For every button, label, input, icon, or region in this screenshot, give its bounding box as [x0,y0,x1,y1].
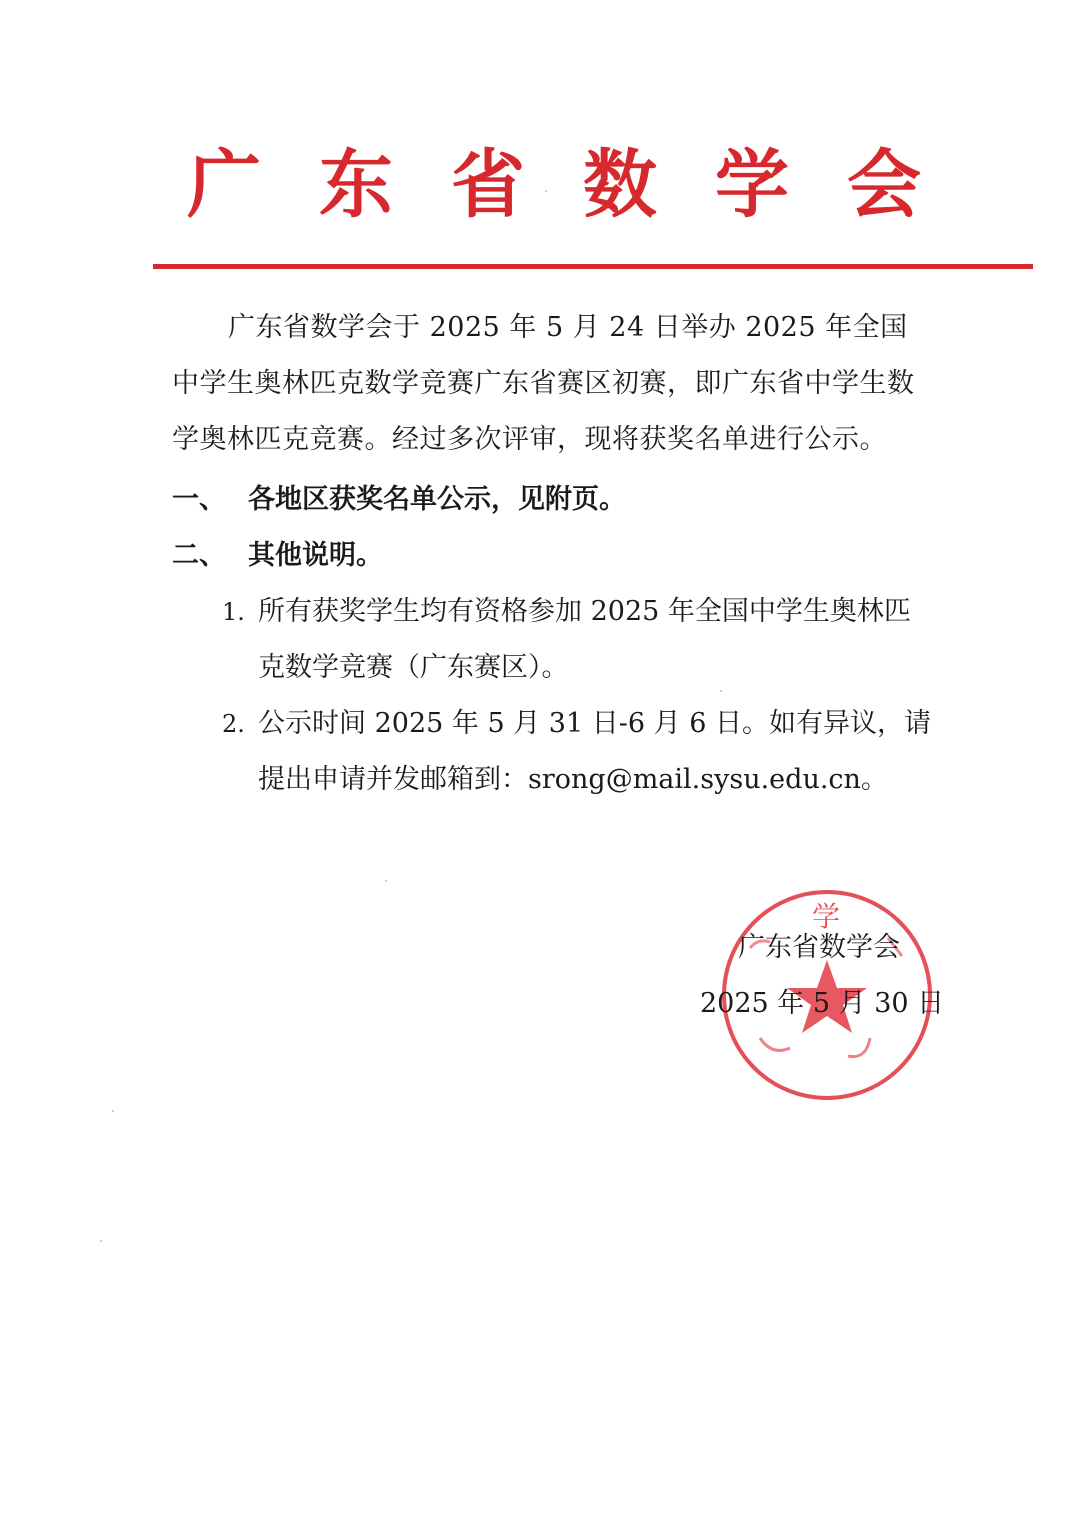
list-item-text: 公示时间 2025 年 5 月 31 日-6 月 6 日。如有异议，请提出申请并发邮箱到：srong@mail.sysu.edu.cn。 [258,708,931,795]
intro-paragraph: 广东省数学会于 2025 年 5 月 24 日举办 2025 年全国中学生奥林匹克数学竞赛广东省赛区初赛，即广东省中学生数学奥林匹克竞赛。经过多次评审，现将获奖名单进行公示。 [172,312,915,455]
letterhead-char: 省 [451,142,525,228]
scan-speck [720,690,722,692]
scan-speck [545,190,547,192]
section-heading-1 [172,472,626,528]
scan-speck [112,1110,114,1112]
signature-date: 2025 年 5 月 30 日 [700,988,945,1019]
list-item [222,584,932,696]
scan-speck [100,1240,102,1242]
letterhead-char: 东 [319,142,393,228]
list-item-text: 所有获奖学生均有资格参加 2025 年全国中学生奥林匹克数学竞赛（广东赛区）。 [258,596,911,683]
list-index: 1. [222,598,245,626]
letterhead [155,140,1033,230]
section-number: 二、 [172,540,226,571]
section-number: 一、 [172,484,226,515]
letterhead-divider [153,264,1033,269]
list-item [222,696,932,808]
letterhead-char: 会 [847,142,921,228]
letterhead-char: 广 [187,142,261,228]
letterhead-char: 学 [715,142,789,228]
section-text: 其他说明。 [248,540,383,571]
section-heading-2 [172,528,383,584]
letterhead-char: 数 [583,142,657,228]
list-index: 2. [222,710,245,738]
section-text: 各地区获奖名单公示，见附页。 [248,484,626,515]
seal-text: 学 [812,900,841,933]
signature-organization: 广东省数学会 [738,932,900,963]
scan-speck [385,880,387,882]
